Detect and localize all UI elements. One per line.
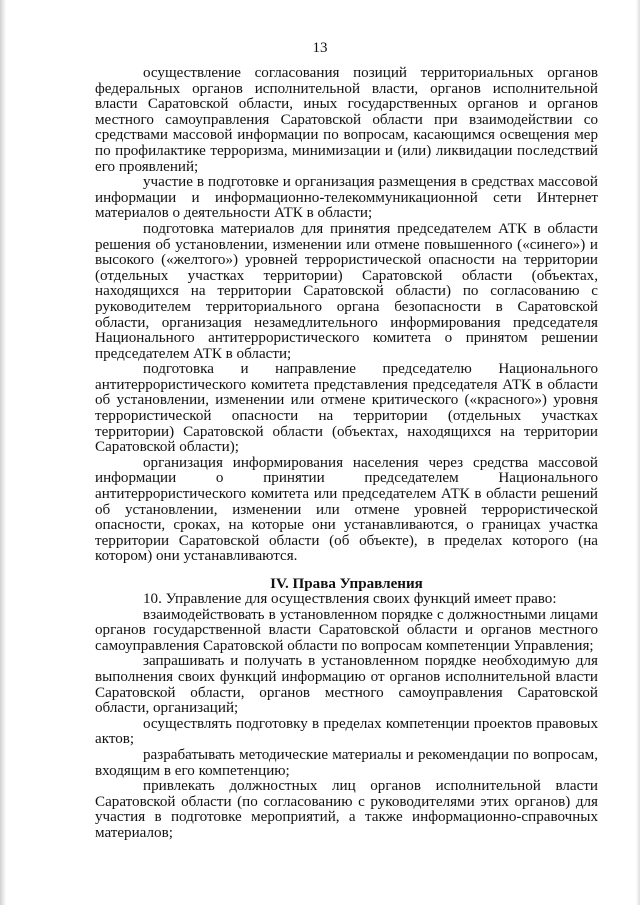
- paragraph: запрашивать и получать в установленном порядке необходимую для выполнения своих функций информацию от органов исполнительной власти Саратовской области, органов местного самоуправления Саратовской области, организаций;: [95, 653, 598, 717]
- paragraph: организация информирования населения через средства массовой информации о принятии председателем Национального антитеррористического комитета или председателем АТК в области решений об установлении, изменении или отмене уровней террористической опасности, сроках, на которые они устанавливаются, о границах участка территории Саратовской области (об объекте), в пределах которого (на котором) они устанавливаются.: [95, 454, 598, 565]
- scan-edge-left: [0, 0, 6, 905]
- document-body: [95, 66, 598, 842]
- scan-edge-right: [636, 0, 640, 905]
- section-heading: IV. Права Управления: [270, 576, 423, 592]
- paragraph: разрабатывать методические материалы и рекомендации по вопросам, входящим в его компетенцию;: [95, 746, 598, 779]
- paragraph: взаимодействовать в установленном порядке с должностными лицами органов государственной власти Саратовской области и органов местного самоуправления Саратовской области по вопросам компетенции Управления;: [95, 606, 598, 654]
- paragraph: участие в подготовке и организация размещения в средствах массовой информации и информационно-телекоммуникационной сети Интернет материалов о деятельности АТК в области;: [95, 174, 598, 222]
- paragraph: подготовка и направление председателю Национального антитеррористического комитета представления председателя АТК в области об установлении, изменении или отмене критического («красного») уровня террористической опасности на территории (отдельных участках территории) Саратовской области (объектах, находящихся на территории Саратовской области);: [95, 361, 598, 456]
- paragraph: осуществление согласования позиций территориальных органов федеральных органов исполнительной власти, органов исполнительной власти Саратовской области, иных государственных органов и органов местного самоуправления Саратовской области при взаимодействии со средствами массовой информации по вопросам, касающимся освещения мер по профилактике терроризма, минимизации и (или) ликвидации последствий его проявлений;: [95, 65, 598, 175]
- page-number: 13: [312, 40, 328, 56]
- paragraph: привлекать должностных лиц органов исполнительной власти Саратовской области (по согласованию с руководителями этих органов) для участия в подготовке мероприятий, а также информационно-справочных материалов;: [95, 778, 598, 841]
- paragraph: осуществлять подготовку в пределах компетенции проектов правовых актов;: [95, 715, 598, 748]
- paragraph: 10. Управление для осуществления своих функций имеет право:: [143, 591, 557, 607]
- paragraph: подготовка материалов для принятия председателем АТК в области решения об установлении, изменении или отмене повышенного («синего») и высокого («желтого») уровней террористической опасности на территории (отдельных участках территории) Саратовской области (объектах, находящихся на территории Саратовской области) по согласованию с руководителем территориального органа безопасности в Саратовской области, организация незамедлительного информирования председателя Национального антитеррористического комитета о принятом решении председателем АТК в области;: [95, 220, 598, 362]
